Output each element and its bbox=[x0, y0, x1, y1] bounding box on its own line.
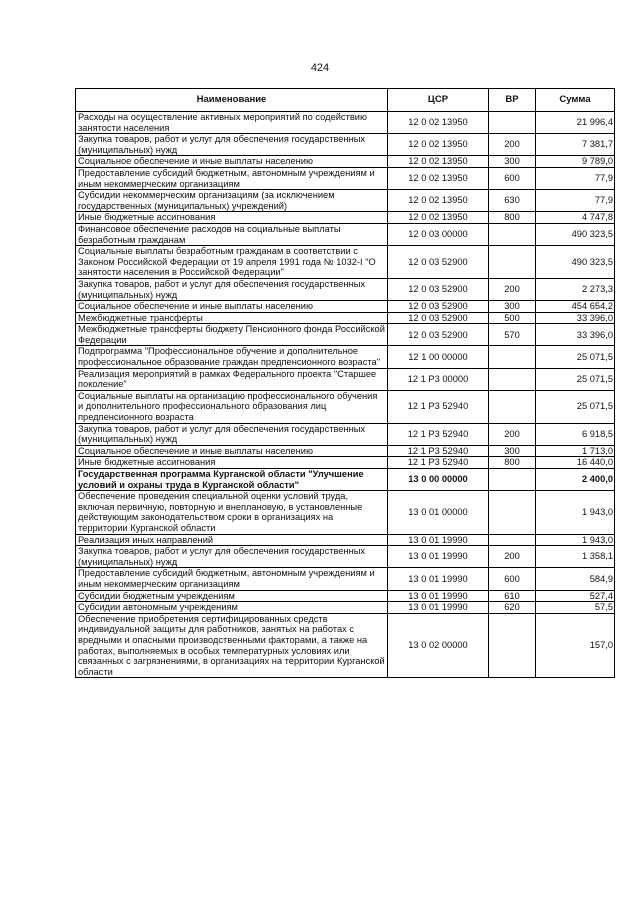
row-csr: 12 0 03 00000 bbox=[388, 223, 489, 245]
row-sum: 9 789,0 bbox=[536, 156, 615, 168]
row-vr: 300 bbox=[489, 301, 536, 313]
table-row bbox=[76, 390, 615, 423]
row-vr: 630 bbox=[489, 190, 536, 212]
row-csr: 12 0 02 13950 bbox=[388, 167, 489, 189]
row-csr: 12 1 00 00000 bbox=[388, 346, 489, 368]
row-sum: 1 943,0 bbox=[536, 491, 615, 534]
row-name: Реализация иных направлений bbox=[76, 534, 388, 546]
row-name: Закупка товаров, работ и услуг для обеспечения государственных (муниципальных) нужд bbox=[76, 278, 388, 300]
row-csr: 12 1 P3 52940 bbox=[388, 445, 489, 457]
row-csr: 13 0 01 19990 bbox=[388, 534, 489, 546]
budget-table bbox=[75, 88, 615, 678]
table-row bbox=[76, 346, 615, 368]
row-vr bbox=[489, 346, 536, 368]
row-sum: 2 400,0 bbox=[536, 469, 615, 491]
row-sum: 490 323,5 bbox=[536, 246, 615, 279]
row-sum: 1 943,0 bbox=[536, 534, 615, 546]
table-row bbox=[76, 602, 615, 614]
row-sum: 77,9 bbox=[536, 167, 615, 189]
row-vr bbox=[489, 469, 536, 491]
row-sum: 25 071,5 bbox=[536, 346, 615, 368]
row-vr: 800 bbox=[489, 212, 536, 224]
row-sum: 454 654,2 bbox=[536, 301, 615, 313]
row-name: Финансовое обеспечение расходов на социальные выплаты безработным гражданам bbox=[76, 223, 388, 245]
row-vr bbox=[489, 368, 536, 390]
table-row bbox=[76, 445, 615, 457]
table-row bbox=[76, 423, 615, 445]
row-sum: 527,4 bbox=[536, 590, 615, 602]
table-row bbox=[76, 312, 615, 324]
table-row bbox=[76, 368, 615, 390]
row-sum: 25 071,5 bbox=[536, 368, 615, 390]
row-vr: 500 bbox=[489, 312, 536, 324]
table-row bbox=[76, 469, 615, 491]
row-vr: 570 bbox=[489, 324, 536, 346]
row-name: Субсидии бюджетным учреждениям bbox=[76, 590, 388, 602]
table-row bbox=[76, 546, 615, 568]
row-vr bbox=[489, 112, 536, 134]
row-csr: 12 0 03 52900 bbox=[388, 246, 489, 279]
row-name: Социальные выплаты на организацию профессионального обучения и дополнительного профессионального образования лиц предпенсионного возраста bbox=[76, 390, 388, 423]
row-csr: 13 0 01 19990 bbox=[388, 568, 489, 590]
row-sum: 77,9 bbox=[536, 190, 615, 212]
row-vr: 200 bbox=[489, 134, 536, 156]
row-csr: 12 0 02 13950 bbox=[388, 134, 489, 156]
row-sum: 16 440,0 bbox=[536, 457, 615, 469]
row-csr: 12 1 P3 52940 bbox=[388, 423, 489, 445]
row-sum: 25 071,5 bbox=[536, 390, 615, 423]
row-vr bbox=[489, 246, 536, 279]
row-name: Предоставление субсидий бюджетным, автономным учреждениям и иным некоммерческим организациям bbox=[76, 167, 388, 189]
row-csr: 13 0 01 19990 bbox=[388, 590, 489, 602]
row-name: Закупка товаров, работ и услуг для обеспечения государственных (муниципальных) нужд bbox=[76, 134, 388, 156]
row-sum: 33 396,0 bbox=[536, 312, 615, 324]
table-row bbox=[76, 212, 615, 224]
row-name: Закупка товаров, работ и услуг для обеспечения государственных (муниципальных) нужд bbox=[76, 423, 388, 445]
table-row bbox=[76, 457, 615, 469]
row-sum: 2 273,3 bbox=[536, 278, 615, 300]
row-sum: 57,5 bbox=[536, 602, 615, 614]
row-sum: 33 396,0 bbox=[536, 324, 615, 346]
row-name: Иные бюджетные ассигнования bbox=[76, 212, 388, 224]
row-vr: 300 bbox=[489, 445, 536, 457]
row-vr: 620 bbox=[489, 602, 536, 614]
table-row bbox=[76, 568, 615, 590]
header-name: Наименование bbox=[76, 89, 388, 112]
table-row bbox=[76, 246, 615, 279]
row-sum: 6 918,5 bbox=[536, 423, 615, 445]
row-csr: 13 0 01 00000 bbox=[388, 491, 489, 534]
row-csr: 13 0 00 00000 bbox=[388, 469, 489, 491]
row-csr: 12 0 03 52900 bbox=[388, 278, 489, 300]
row-name: Социальные выплаты безработным гражданам в соответствии с Законом Российской Федерации от 19 апреля 1991 года № 1032-I "О занятости населения в Российской Федерации" bbox=[76, 246, 388, 279]
row-vr bbox=[489, 613, 536, 678]
row-vr bbox=[489, 491, 536, 534]
header-csr: ЦСР bbox=[388, 89, 489, 112]
row-sum: 21 996,4 bbox=[536, 112, 615, 134]
row-sum: 157,0 bbox=[536, 613, 615, 678]
table-header-row bbox=[76, 89, 615, 112]
row-vr: 200 bbox=[489, 278, 536, 300]
row-name: Предоставление субсидий бюджетным, автономным учреждениям и иным некоммерческим организациям bbox=[76, 568, 388, 590]
row-name: Обеспечение приобретения сертифицированных средств индивидуальной защиты для работников, занятых на работах с вредными и опасными производственными факторами, а также на работах, выполняемых в особых температурных условиях или связанных с загрязнениями, в организациях на территории Курганской области bbox=[76, 613, 388, 678]
row-name: Социальное обеспечение и иные выплаты населению bbox=[76, 301, 388, 313]
row-vr: 600 bbox=[489, 568, 536, 590]
row-sum: 490 323,5 bbox=[536, 223, 615, 245]
row-sum: 4 747,8 bbox=[536, 212, 615, 224]
row-csr: 13 0 01 19990 bbox=[388, 546, 489, 568]
row-vr: 600 bbox=[489, 167, 536, 189]
row-csr: 12 0 03 52900 bbox=[388, 324, 489, 346]
table-row bbox=[76, 613, 615, 678]
header-sum: Сумма bbox=[536, 89, 615, 112]
table-row bbox=[76, 301, 615, 313]
table-row bbox=[76, 590, 615, 602]
row-vr bbox=[489, 390, 536, 423]
row-csr: 12 0 02 13950 bbox=[388, 190, 489, 212]
row-vr: 200 bbox=[489, 546, 536, 568]
row-name: Субсидии автономным учреждениям bbox=[76, 602, 388, 614]
table-row bbox=[76, 324, 615, 346]
row-csr: 12 0 02 13950 bbox=[388, 112, 489, 134]
row-name: Субсидии некоммерческим организациям (за исключением государственных (муниципальных) учреждений) bbox=[76, 190, 388, 212]
table-row bbox=[76, 223, 615, 245]
row-csr: 12 1 P3 00000 bbox=[388, 368, 489, 390]
row-csr: 12 1 P3 52940 bbox=[388, 390, 489, 423]
row-sum: 1 358,1 bbox=[536, 546, 615, 568]
row-csr: 13 0 01 19990 bbox=[388, 602, 489, 614]
table-row bbox=[76, 278, 615, 300]
header-vr: ВР bbox=[489, 89, 536, 112]
row-name: Иные бюджетные ассигнования bbox=[76, 457, 388, 469]
table-row bbox=[76, 156, 615, 168]
table-row bbox=[76, 134, 615, 156]
row-sum: 584,9 bbox=[536, 568, 615, 590]
row-csr: 12 1 P3 52940 bbox=[388, 457, 489, 469]
page-number: 424 bbox=[310, 62, 330, 74]
row-name: Реализация мероприятий в рамках Федерального проекта "Старшее поколение" bbox=[76, 368, 388, 390]
row-name: Социальное обеспечение и иные выплаты населению bbox=[76, 156, 388, 168]
table-row bbox=[76, 491, 615, 534]
table-row bbox=[76, 112, 615, 134]
row-name: Межбюджетные трансферты бюджету Пенсионного фонда Российской Федерации bbox=[76, 324, 388, 346]
row-name: Закупка товаров, работ и услуг для обеспечения государственных (муниципальных) нужд bbox=[76, 546, 388, 568]
row-vr: 610 bbox=[489, 590, 536, 602]
row-sum: 7 381,7 bbox=[536, 134, 615, 156]
row-csr: 12 0 03 52900 bbox=[388, 312, 489, 324]
row-name: Государственная программа Курганской области "Улучшение условий и охраны труда в Курганской области" bbox=[76, 469, 388, 491]
row-vr: 800 bbox=[489, 457, 536, 469]
row-csr: 13 0 02 00000 bbox=[388, 613, 489, 678]
row-sum: 1 713,0 bbox=[536, 445, 615, 457]
table-row bbox=[76, 190, 615, 212]
table-row bbox=[76, 534, 615, 546]
row-vr: 300 bbox=[489, 156, 536, 168]
row-vr: 200 bbox=[489, 423, 536, 445]
row-csr: 12 0 03 52900 bbox=[388, 301, 489, 313]
row-vr bbox=[489, 534, 536, 546]
table-body bbox=[76, 112, 615, 678]
row-name: Подпрограмма "Профессиональное обучение и дополнительное профессиональное образование граждан предпенсионного возраста" bbox=[76, 346, 388, 368]
table-row bbox=[76, 167, 615, 189]
row-name: Социальное обеспечение и иные выплаты населению bbox=[76, 445, 388, 457]
row-name: Межбюджетные трансферты bbox=[76, 312, 388, 324]
row-name: Обеспечение проведения специальной оценки условий труда, включая первичную, повторную и внеплановую, в установленные действующим законодательством сроки в организациях на территории Курганской области bbox=[76, 491, 388, 534]
row-vr bbox=[489, 223, 536, 245]
row-csr: 12 0 02 13950 bbox=[388, 212, 489, 224]
row-name: Расходы на осуществление активных мероприятий по содействию занятости населения bbox=[76, 112, 388, 134]
row-csr: 12 0 02 13950 bbox=[388, 156, 489, 168]
